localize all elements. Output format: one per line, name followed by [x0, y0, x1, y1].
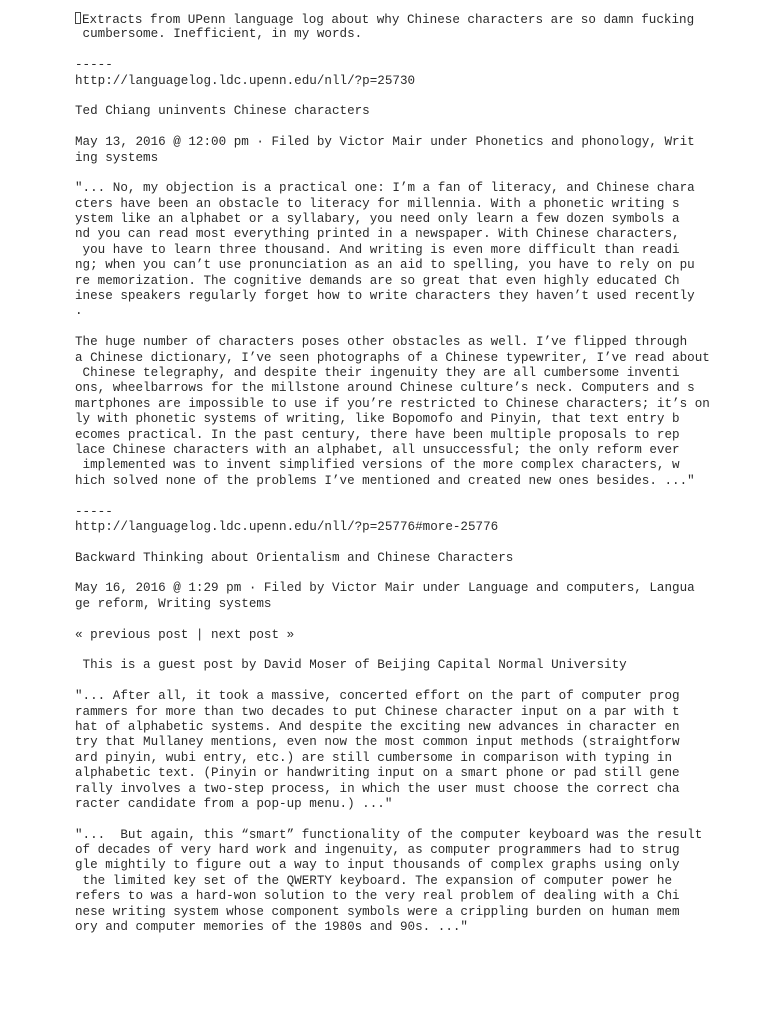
- post-meta-line: ing systems: [75, 150, 159, 165]
- text-line: implemented was to invent simplified versions of the more complex characters, w: [75, 458, 680, 473]
- text-line: of decades of very hard work and ingenuity, as computer programmers had to strug: [75, 843, 680, 858]
- text-line: rammers for more than two decades to put Chinese character input on a par with t: [75, 704, 680, 719]
- section-title: Backward Thinking about Orientalism and Chinese Characters: [75, 550, 514, 565]
- text-line: ystem like an alphabet or a syllabary, you need only learn a few dozen symbols a: [75, 212, 680, 227]
- post-navigation: « previous post | next post »: [75, 627, 295, 642]
- text-line: nd you can read most everything printed in a newspaper. With Chinese characters,: [75, 227, 680, 242]
- separator: -----: [75, 58, 113, 73]
- quote-paragraph: [75, 689, 745, 812]
- post-meta-line: May 16, 2016 @ 1:29 pm · Filed by Victor Mair under Language and computers, Langua: [75, 581, 695, 596]
- quote-paragraph: [75, 828, 745, 936]
- quote-paragraph: [75, 335, 745, 489]
- text-line: cters have been an obstacle to literacy for millennia. With a phonetic writing s: [75, 196, 680, 211]
- text-line: "... But again, this “smart” functionality of the computer keyboard was the result: [75, 827, 703, 842]
- text-line: you have to learn three thousand. And writing is even more difficult than readi: [75, 242, 680, 257]
- text-line: ng; when you can’t use pronunciation as an aid to spelling, you have to rely on pu: [75, 258, 695, 273]
- post-meta-line: ge reform, Writing systems: [75, 596, 272, 611]
- text-line: alphabetic text. (Pinyin or handwriting input on a smart phone or pad still gene: [75, 766, 680, 781]
- text-line: the limited key set of the QWERTY keyboard. The expansion of computer power he: [75, 873, 673, 888]
- quote-paragraph: [75, 181, 745, 320]
- text-line: .: [75, 304, 83, 319]
- text-line: The huge number of characters poses other obstacles as well. I’ve flipped through: [75, 335, 688, 350]
- text-line: rally involves a two-step process, in which the user must choose the correct cha: [75, 781, 680, 796]
- intro-line-1: [75, 12, 745, 27]
- text-line: refers to was a hard-won solution to the very real problem of dealing with a Chi: [75, 889, 680, 904]
- text-line: "... After all, it took a massive, concerted effort on the part of computer prog: [75, 689, 680, 704]
- text-line: "... No, my objection is a practical one: I’m a fan of literacy, and Chinese chara: [75, 181, 695, 196]
- text-line: try that Mullaney mentions, even now the most common input methods (straightforw: [75, 735, 680, 750]
- post-meta-line: May 13, 2016 @ 12:00 pm · Filed by Victor Mair under Phonetics and phonology, Writ: [75, 135, 695, 150]
- text-line: martphones are impossible to use if you’re restricted to Chinese characters; it’s on: [75, 396, 710, 411]
- text-line: Chinese telegraphy, and despite their ingenuity they are all cumbersome inventi: [75, 365, 680, 380]
- missing-glyph-icon: [75, 12, 81, 24]
- text-line: lace Chinese characters with an alphabet, all unsuccessful; the only reform ever: [75, 442, 680, 457]
- section-title: Ted Chiang uninvents Chinese characters: [75, 104, 370, 119]
- text-line: ecomes practical. In the past century, there have been multiple proposals to rep: [75, 427, 680, 442]
- intro-line-2: cumbersome. Inefficient, in my words.: [75, 27, 363, 42]
- text-line: ard pinyin, wubi entry, etc.) are still cumbersome in comparison with typing in: [75, 750, 673, 765]
- text-line: inese speakers regularly forget how to write characters they haven’t used recently: [75, 289, 695, 304]
- text-line: nese writing system whose component symbols were a crippling burden on human mem: [75, 904, 680, 919]
- intro-text-1: Extracts from UPenn language log about why Chinese characters are so damn fucking: [82, 13, 695, 27]
- document-page: [75, 12, 745, 935]
- text-line: hich solved none of the problems I’ve mentioned and created new ones besides. ...": [75, 473, 695, 488]
- text-line: re memorization. The cognitive demands are so great that even highly educated Ch: [75, 273, 680, 288]
- text-line: ons, wheelbarrows for the millstone around Chinese culture’s neck. Computers and s: [75, 381, 695, 396]
- text-line: ly with phonetic systems of writing, like Bopomofo and Pinyin, that text entry b: [75, 412, 680, 427]
- text-line: racter candidate from a pop-up menu.) ...": [75, 796, 393, 811]
- text-line: a Chinese dictionary, I’ve seen photographs of a Chinese typewriter, I’ve read about: [75, 350, 710, 365]
- source-url: http://languagelog.ldc.upenn.edu/nll/?p=25730: [75, 73, 416, 88]
- text-line: hat of alphabetic systems. And despite the exciting new advances in character en: [75, 719, 680, 734]
- source-url: http://languagelog.ldc.upenn.edu/nll/?p=25776#more-25776: [75, 519, 499, 534]
- guest-post-note: This is a guest post by David Moser of Beijing Capital Normal University: [75, 658, 627, 673]
- text-line: ory and computer memories of the 1980s and 90s. ...": [75, 920, 468, 935]
- separator: -----: [75, 504, 113, 519]
- text-line: gle mightily to figure out a way to input thousands of complex graphs using only: [75, 858, 680, 873]
